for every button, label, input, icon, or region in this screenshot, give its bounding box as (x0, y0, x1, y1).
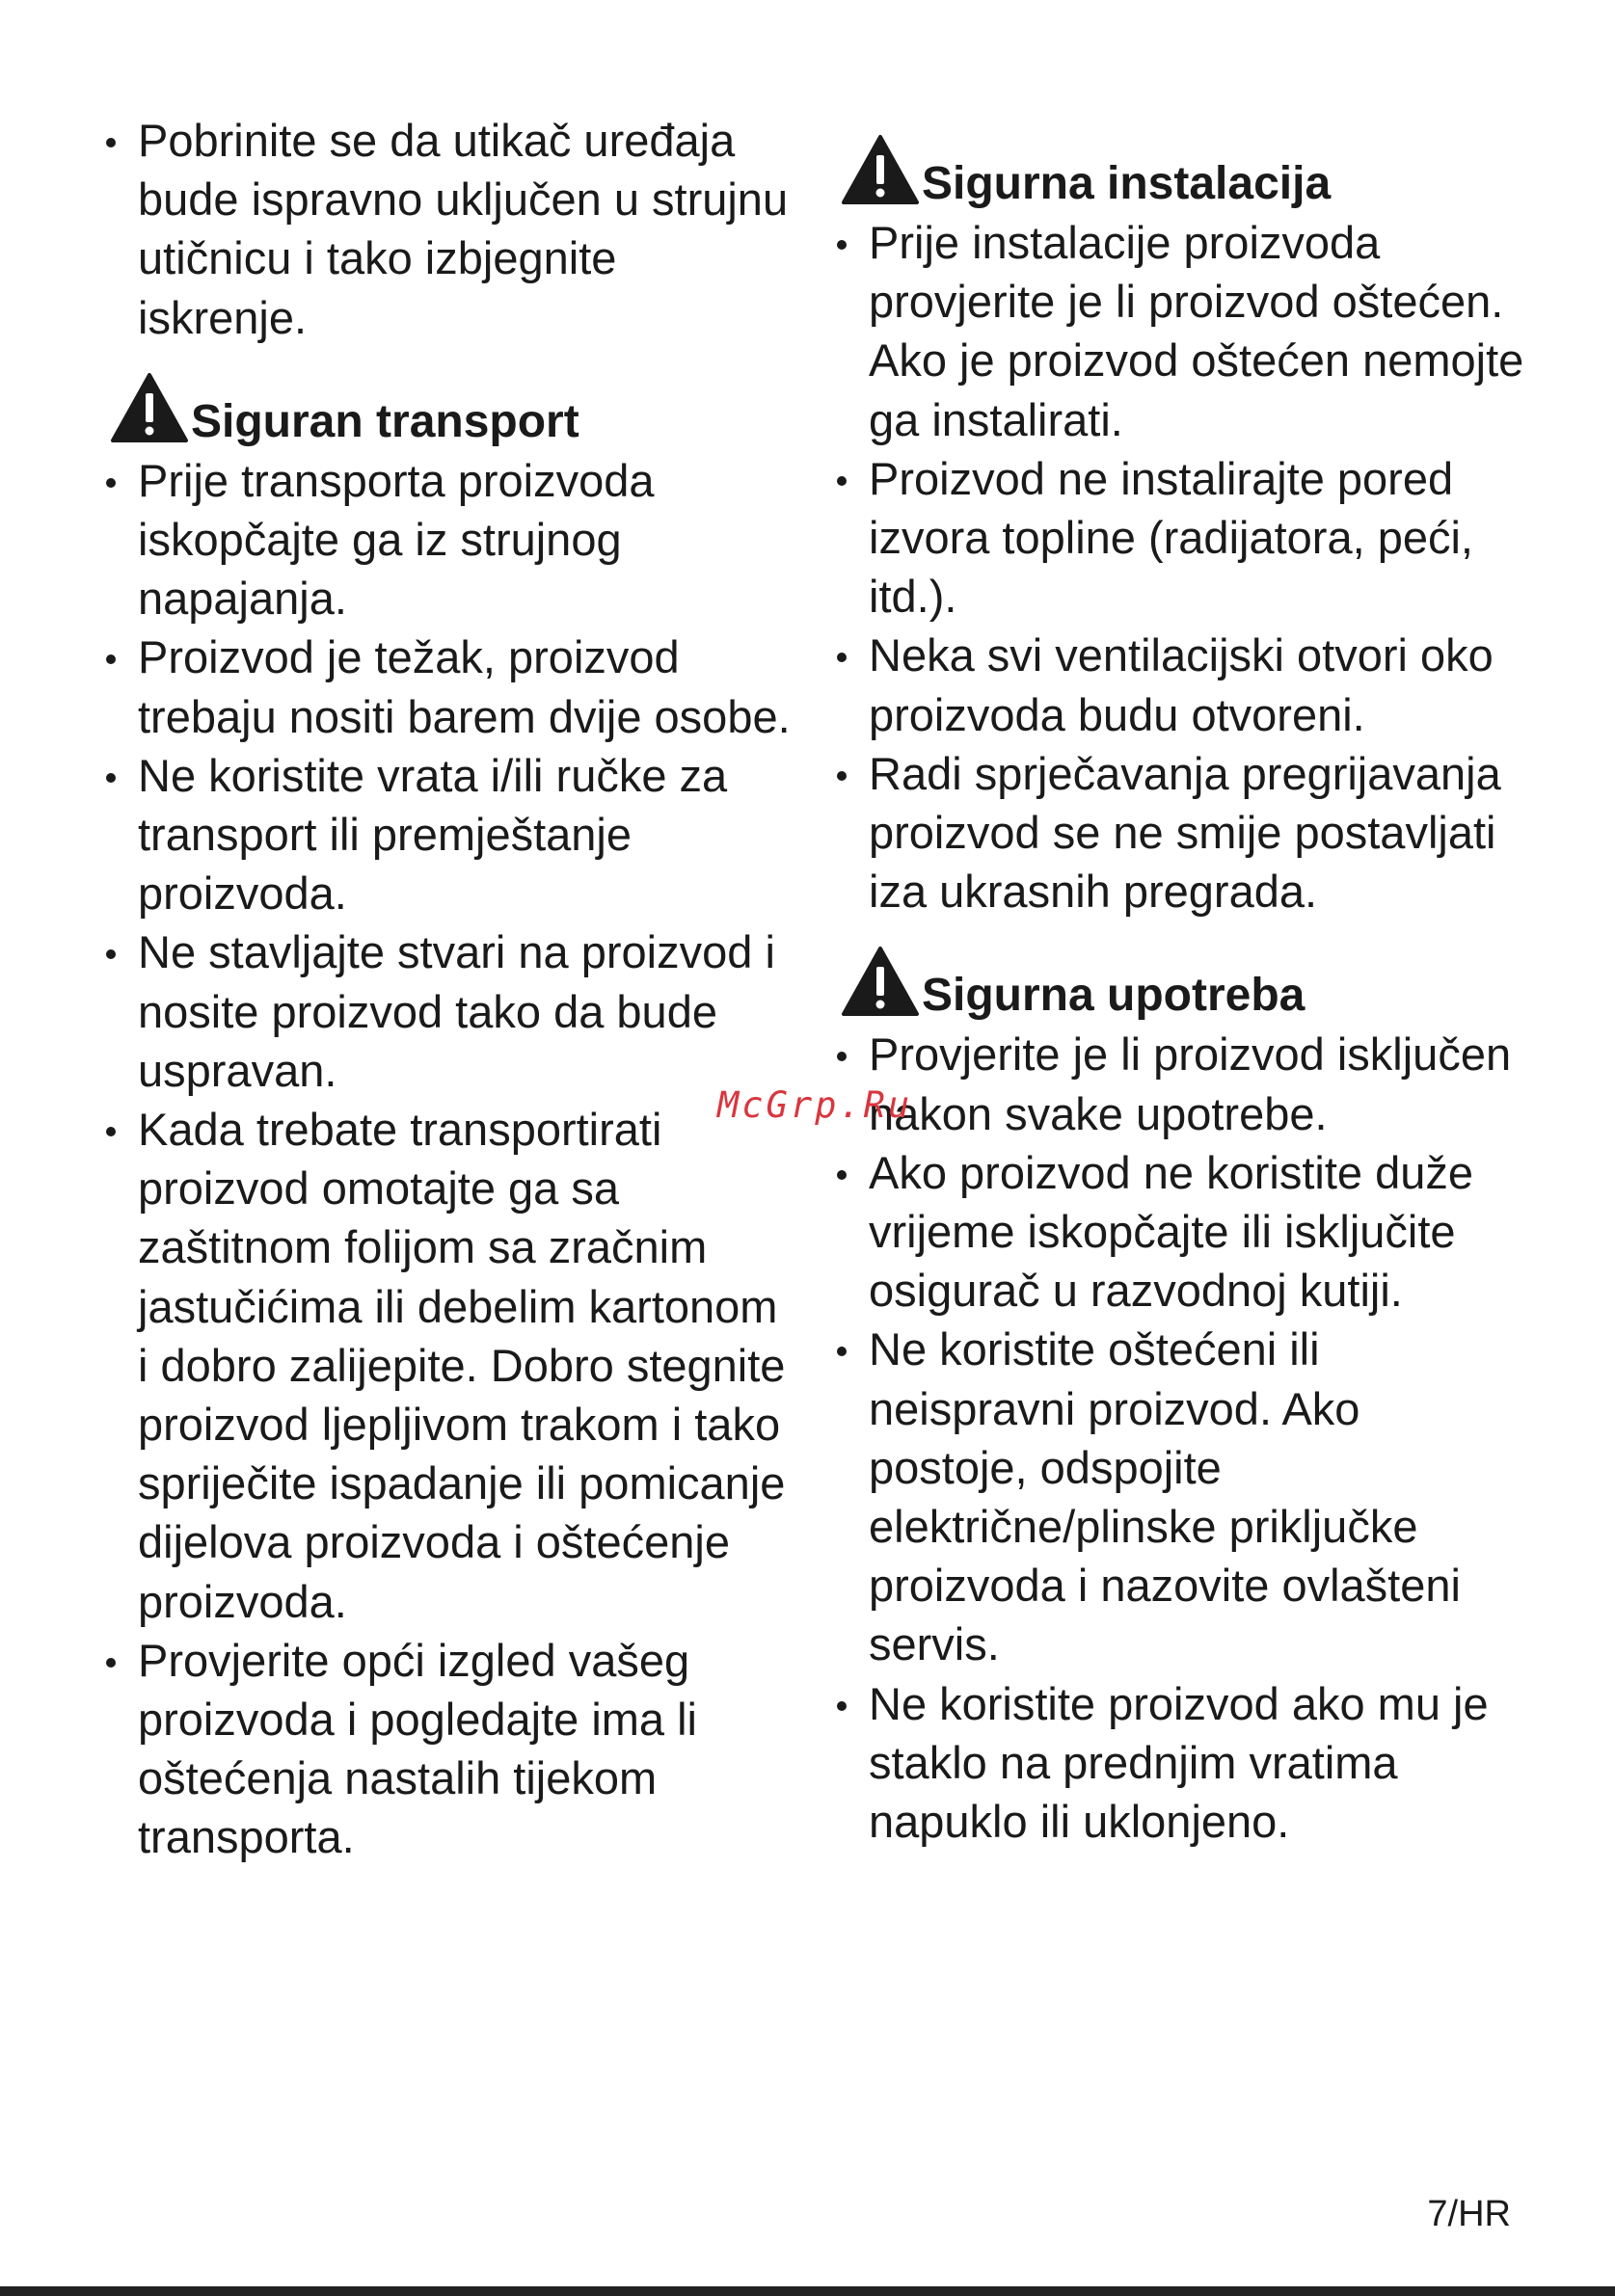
list-item: Proizvod ne instalirajte pored izvora topline (radijatora, peći, itd.). (831, 449, 1525, 627)
list-item: Ne stavljajte stvari na proizvod i nosite proizvod tako da bude uspravan. (100, 922, 794, 1100)
section-heading-sigurna-upotreba (831, 966, 1525, 1025)
list-item: Proizvod je težak, proizvod trebaju nositi barem dvije osobe. (100, 627, 794, 745)
list-item: Provjerite opći izgled vašeg proizvoda i pogledajte ima li oštećenja nastalih tijekom transporta. (100, 1631, 794, 1867)
section-heading-sigurna-instalacija (831, 154, 1525, 213)
list-item: Ne koristite vrata i/ili ručke za transport ili premještanje proizvoda. (100, 746, 794, 923)
bottom-border (0, 2286, 1615, 2296)
list-item: Radi sprječavanja pregrijavanja proizvod se ne smije postavljati iza ukrasnih pregrada. (831, 744, 1525, 921)
warning-icon (110, 372, 189, 443)
list-item: Kada trebate transportirati proizvod omotajte ga sa zaštitnom folijom sa zračnim jastučićima ili debelim kartonom i dobro zalijepite. Dobro stegnite proizvod ljepljivom trakom i tako spriječite ispadanje ili pomicanje dijelova proizvoda i oštećenje proizvoda. (100, 1100, 794, 1631)
list-item: Ako proizvod ne koristite duže vrijeme iskopčajte ili isključite osigurač u razvodnoj kutiji. (831, 1143, 1525, 1321)
list-item: Prije transporta proizvoda iskopčajte ga iz strujnog napajanja. (100, 451, 794, 628)
page-number: 7/HR (1427, 2194, 1511, 2234)
list-item: Ne koristite proizvod ako mu je staklo na prednjim vratima napuklo ili uklonjeno. (831, 1674, 1525, 1852)
section-title: Sigurna upotreba (922, 970, 1305, 1022)
list-item: Provjerite je li proizvod isključen nakon svake upotrebe. (831, 1025, 1525, 1142)
list-item: Neka svi ventilacijski otvori oko proizvoda budu otvoreni. (831, 626, 1525, 743)
list-item: Prije instalacije proizvoda provjerite je li proizvod oštećen. Ako je proizvod oštećen nemojte ga instalirati. (831, 213, 1525, 449)
section-heading-siguran-transport (100, 392, 794, 451)
warning-icon (841, 946, 920, 1017)
section-title: Sigurna instalacija (922, 158, 1332, 209)
warning-icon (841, 134, 920, 205)
intro-bullet: Pobrinite se da utikač uređaja bude ispravno uključen u strujnu utičnicu i tako izbjegnite iskrenje. (100, 111, 794, 347)
left-column (100, 0, 794, 1867)
section-title: Siguran transport (191, 395, 579, 447)
right-column (831, 0, 1525, 1851)
watermark: McGrp.Ru (717, 1084, 913, 1126)
list-item: Ne koristite oštećeni ili neispravni proizvod. Ako postoje, odspojite električne/plinske priključke proizvoda i nazovite ovlašteni servis. (831, 1320, 1525, 1673)
